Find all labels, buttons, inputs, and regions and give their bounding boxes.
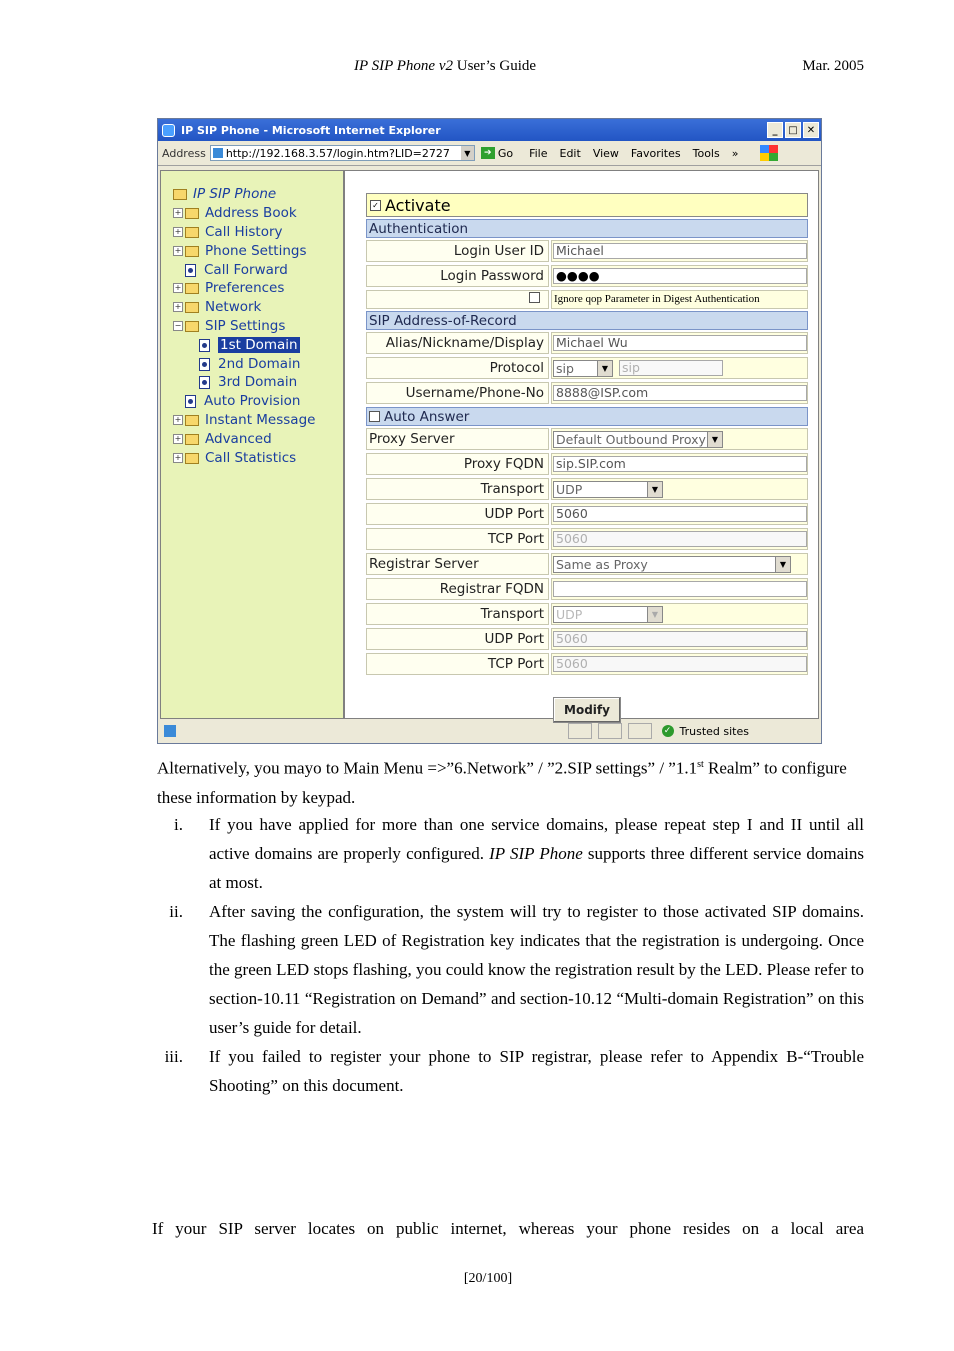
alias-label: Alias/Nickname/Display xyxy=(366,332,549,354)
nav-item-1st-domain[interactable]: 1st Domain xyxy=(199,336,300,354)
expand-icon: + xyxy=(174,434,182,443)
activate-checkbox[interactable]: ✓ xyxy=(370,200,381,211)
ignore-qop-checkbox[interactable] xyxy=(529,292,540,303)
list-item: iii. If you failed to register your phone to SIP registrar, please refer to Appendix B-“Trouble Shooting” on this document. xyxy=(164,1047,864,1095)
section-sip-aor: SIP Address-of-Record xyxy=(366,311,808,330)
paragraph-alternative: Alternatively, you mayo to Main Menu =>”6.Network” / ”2.SIP settings” / ”1.1st Realm” to configure these information by keypad. xyxy=(157,758,847,807)
folder-icon xyxy=(185,415,199,426)
proxy-fqdn-input[interactable]: sip.SIP.com xyxy=(553,456,807,472)
section-authentication: Authentication xyxy=(366,219,808,238)
reg-udp-port-label: UDP Port xyxy=(366,628,549,650)
protocol-input[interactable]: sip xyxy=(619,360,723,376)
windows-logo-icon xyxy=(760,145,778,161)
go-arrow-icon: ➔ xyxy=(481,147,495,159)
address-input[interactable] xyxy=(210,145,475,161)
nav-item-auto-provision[interactable]: Auto Provision xyxy=(185,392,300,410)
folder-icon xyxy=(185,246,199,257)
nav-item-call-forward[interactable]: Call Forward xyxy=(185,261,288,279)
security-zone: Trusted sites xyxy=(679,724,749,738)
nav-item-call-statistics[interactable]: + Call Statistics xyxy=(174,450,297,466)
menu-tools[interactable]: Tools xyxy=(692,146,720,160)
transport-select[interactable]: UDP ▼ xyxy=(553,481,663,498)
reg-transport-label: Transport xyxy=(366,603,549,625)
nav-item-address-book[interactable]: + Address Book xyxy=(174,205,297,221)
menu-chevron[interactable]: » xyxy=(731,146,739,160)
expand-icon: + xyxy=(174,453,182,462)
page-icon xyxy=(199,376,210,389)
login-password-label: Login Password xyxy=(366,265,549,287)
window-title: IP SIP Phone - Microsoft Internet Explorer xyxy=(181,123,441,137)
modify-button[interactable]: Modify xyxy=(553,697,621,723)
folder-icon xyxy=(173,189,187,200)
reg-transport-select[interactable]: UDP ▼ xyxy=(553,606,663,623)
list-item: i. If you have applied for more than one service domains, please repeat step I and II until all active domains are properly configured. IP SIP Phone supports three different service domains at most. xyxy=(174,815,864,892)
reg-tcp-port-label: TCP Port xyxy=(366,653,549,675)
go-button[interactable]: ➔ Go xyxy=(481,147,513,160)
nav-item-preferences[interactable]: + Preferences xyxy=(174,280,285,296)
nav-item-network[interactable]: + Network xyxy=(174,299,262,315)
tcp-port-input[interactable]: 5060 xyxy=(553,531,807,547)
nav-item-3rd-domain[interactable]: 3rd Domain xyxy=(199,373,297,391)
page-content xyxy=(160,170,819,719)
folder-icon xyxy=(185,302,199,313)
page-number: [20/100] xyxy=(463,1271,513,1286)
address-bar xyxy=(158,141,821,166)
reg-tcp-port-input[interactable]: 5060 xyxy=(553,656,807,672)
username-label: Username/Phone-No xyxy=(366,382,549,404)
url-text: http://192.168.3.57/login.htm?LID=2727 xyxy=(225,146,450,160)
ignore-qop-label: Ignore qop Parameter in Digest Authentication xyxy=(554,293,760,305)
auto-answer-row[interactable]: Auto Answer xyxy=(366,407,808,426)
menu-file[interactable]: File xyxy=(529,146,548,160)
transport-label: Transport xyxy=(366,478,549,500)
folder-icon xyxy=(185,434,199,445)
menu-bar xyxy=(529,147,750,160)
minimize-icon[interactable]: _ xyxy=(767,122,783,138)
chevron-down-icon[interactable]: ▼ xyxy=(461,146,474,160)
nav-item-advanced[interactable]: + Advanced xyxy=(174,431,272,447)
page-icon xyxy=(185,264,196,277)
chevron-down-icon: ▼ xyxy=(707,432,722,447)
paragraph-last: If your SIP server locates on public internet, whereas your phone resides on a local area xyxy=(152,1219,864,1238)
udp-port-label: UDP Port xyxy=(366,503,549,525)
folder-open-icon xyxy=(185,321,199,332)
auto-answer-checkbox[interactable] xyxy=(369,411,380,422)
tcp-port-label: TCP Port xyxy=(366,528,549,550)
page-icon xyxy=(199,358,210,371)
protocol-label: Protocol xyxy=(366,357,549,379)
expand-icon: + xyxy=(174,283,182,292)
folder-icon xyxy=(185,453,199,464)
nav-item-phone-settings[interactable]: + Phone Settings xyxy=(174,243,307,259)
page-icon xyxy=(185,395,196,408)
registrar-fqdn-input[interactable] xyxy=(553,581,807,597)
proxy-fqdn-label: Proxy FQDN xyxy=(366,453,549,475)
chevron-down-icon: ▼ xyxy=(775,557,790,572)
chevron-down-icon: ▼ xyxy=(647,482,662,497)
chevron-down-icon: ▼ xyxy=(647,607,662,622)
folder-icon xyxy=(185,283,199,294)
maximize-icon[interactable]: □ xyxy=(785,122,801,138)
page-icon xyxy=(213,148,223,158)
reg-udp-port-input[interactable]: 5060 xyxy=(553,631,807,647)
protocol-select[interactable]: sip ▼ xyxy=(553,360,613,377)
nav-item-instant-message[interactable]: + Instant Message xyxy=(174,412,316,428)
nav-item-sip-settings[interactable]: − SIP Settings xyxy=(174,318,286,334)
expand-icon: + xyxy=(174,227,182,236)
expand-icon: + xyxy=(174,415,182,424)
login-user-id-input[interactable]: Michael xyxy=(553,243,807,259)
nav-item-2nd-domain[interactable]: 2nd Domain xyxy=(199,355,300,373)
registrar-server-label: Registrar Server xyxy=(366,553,549,575)
address-label: Address xyxy=(162,146,206,160)
status-bar xyxy=(160,721,819,741)
login-password-input[interactable]: ●●●● xyxy=(553,268,807,284)
expand-icon: + xyxy=(174,302,182,311)
trusted-sites-icon: ✓ xyxy=(662,725,674,737)
expand-icon: + xyxy=(174,246,182,255)
login-user-id-label: Login User ID xyxy=(366,240,549,262)
nav-tree xyxy=(161,171,345,718)
ie-icon xyxy=(162,124,175,137)
page-icon xyxy=(199,339,210,352)
menu-edit[interactable]: Edit xyxy=(559,146,581,160)
proxy-server-select[interactable]: Default Outbound Proxy ▼ xyxy=(553,431,723,448)
alias-input[interactable]: Michael Wu xyxy=(553,335,807,351)
username-input[interactable]: 8888@ISP.com xyxy=(553,385,807,401)
title-bar xyxy=(158,119,821,141)
steps-list xyxy=(157,810,864,1100)
udp-port-input[interactable]: 5060 xyxy=(553,506,807,522)
header-date: Mar. 2005 xyxy=(802,58,864,74)
close-icon[interactable]: ✕ xyxy=(803,122,819,138)
expand-icon: + xyxy=(174,208,182,217)
chevron-down-icon: ▼ xyxy=(597,361,612,376)
page-done-icon xyxy=(164,725,176,737)
activate-row[interactable]: ✓ Activate xyxy=(366,193,808,217)
menu-view[interactable]: View xyxy=(592,146,619,160)
folder-icon xyxy=(185,227,199,238)
browser-window-screenshot xyxy=(157,118,822,744)
collapse-icon: − xyxy=(174,321,182,330)
header-title: IP SIP Phone v2 User’s Guide xyxy=(353,58,537,74)
nav-item-root[interactable]: IP SIP Phone xyxy=(173,185,276,203)
proxy-server-label: Proxy Server xyxy=(366,428,549,450)
folder-icon xyxy=(185,208,199,219)
list-item: ii. After saving the configuration, the system will try to register to those activated SIP domains. The flashing green LED of Registration key indicates that the registration is undergoing. Once the green LED stops flashing, you could know the registration result by the LED. Please refer to section-10.11 “Registration on Demand” and section-10.12 “Multi-domain Registration” on this user’s guide for detail. xyxy=(169,902,864,1037)
registrar-server-select[interactable]: Same as Proxy ▼ xyxy=(553,556,791,573)
registrar-fqdn-label: Registrar FQDN xyxy=(366,578,549,600)
menu-favorites[interactable]: Favorites xyxy=(630,146,681,160)
nav-item-call-history[interactable]: + Call History xyxy=(174,224,283,240)
